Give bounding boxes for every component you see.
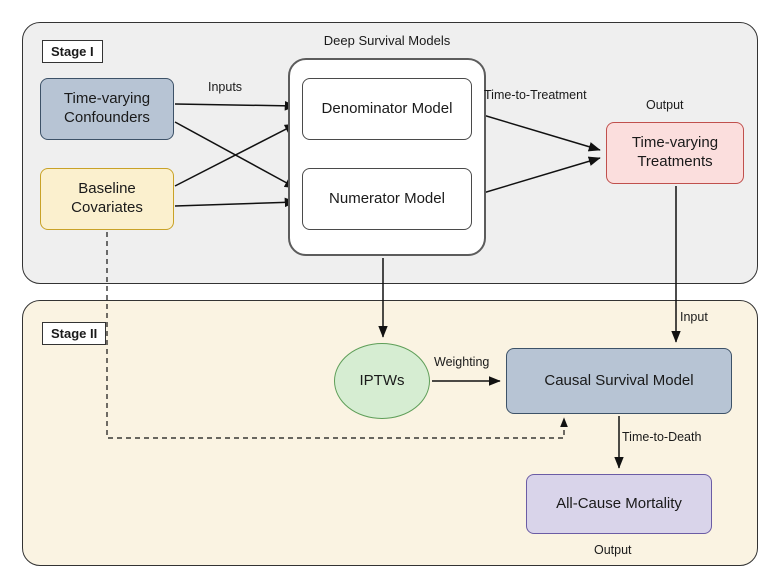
node-iptws-label: IPTWs bbox=[359, 371, 405, 389]
node-time-varying-confounders[interactable] bbox=[40, 78, 174, 140]
edge-label-inputs: Inputs bbox=[208, 80, 243, 94]
edge-label-time-to-death: Time-to-Death bbox=[622, 430, 702, 444]
node-mortality-label: All-Cause Mortality bbox=[556, 494, 682, 512]
deep-survival-models-title: Deep Survival Models bbox=[323, 33, 451, 48]
node-baseline-covariates[interactable] bbox=[40, 168, 174, 230]
node-all-cause-mortality[interactable] bbox=[526, 474, 712, 534]
node-causal-survival-model[interactable] bbox=[506, 348, 732, 414]
stage-two-label: Stage II bbox=[42, 322, 106, 345]
node-baseline-line1: Baseline bbox=[78, 180, 136, 198]
node-time-varying-treatments[interactable] bbox=[606, 122, 744, 184]
stage-one-label: Stage I bbox=[42, 40, 103, 63]
node-iptws[interactable] bbox=[334, 343, 430, 419]
node-denominator-label: Denominator Model bbox=[321, 99, 453, 117]
edge-label-input: Input bbox=[680, 310, 708, 324]
node-baseline-line2: Covariates bbox=[71, 199, 143, 216]
node-numerator-label: Numerator Model bbox=[329, 189, 445, 207]
node-confounders-line2: Confounders bbox=[64, 109, 150, 126]
edge-label-weighting: Weighting bbox=[434, 355, 490, 369]
node-numerator-model[interactable] bbox=[302, 168, 472, 230]
node-causal-label: Causal Survival Model bbox=[544, 371, 694, 389]
edge-label-output-top: Output bbox=[646, 98, 684, 112]
node-treatments-line2: Treatments bbox=[637, 153, 713, 170]
node-confounders-line1: Time-varying bbox=[63, 90, 151, 108]
edge-label-output-bottom: Output bbox=[594, 543, 632, 557]
edge-label-time-to-treatment: Time-to-Treatment bbox=[484, 88, 587, 102]
node-denominator-model[interactable] bbox=[302, 78, 472, 140]
node-treatments-line1: Time-varying bbox=[631, 134, 719, 152]
